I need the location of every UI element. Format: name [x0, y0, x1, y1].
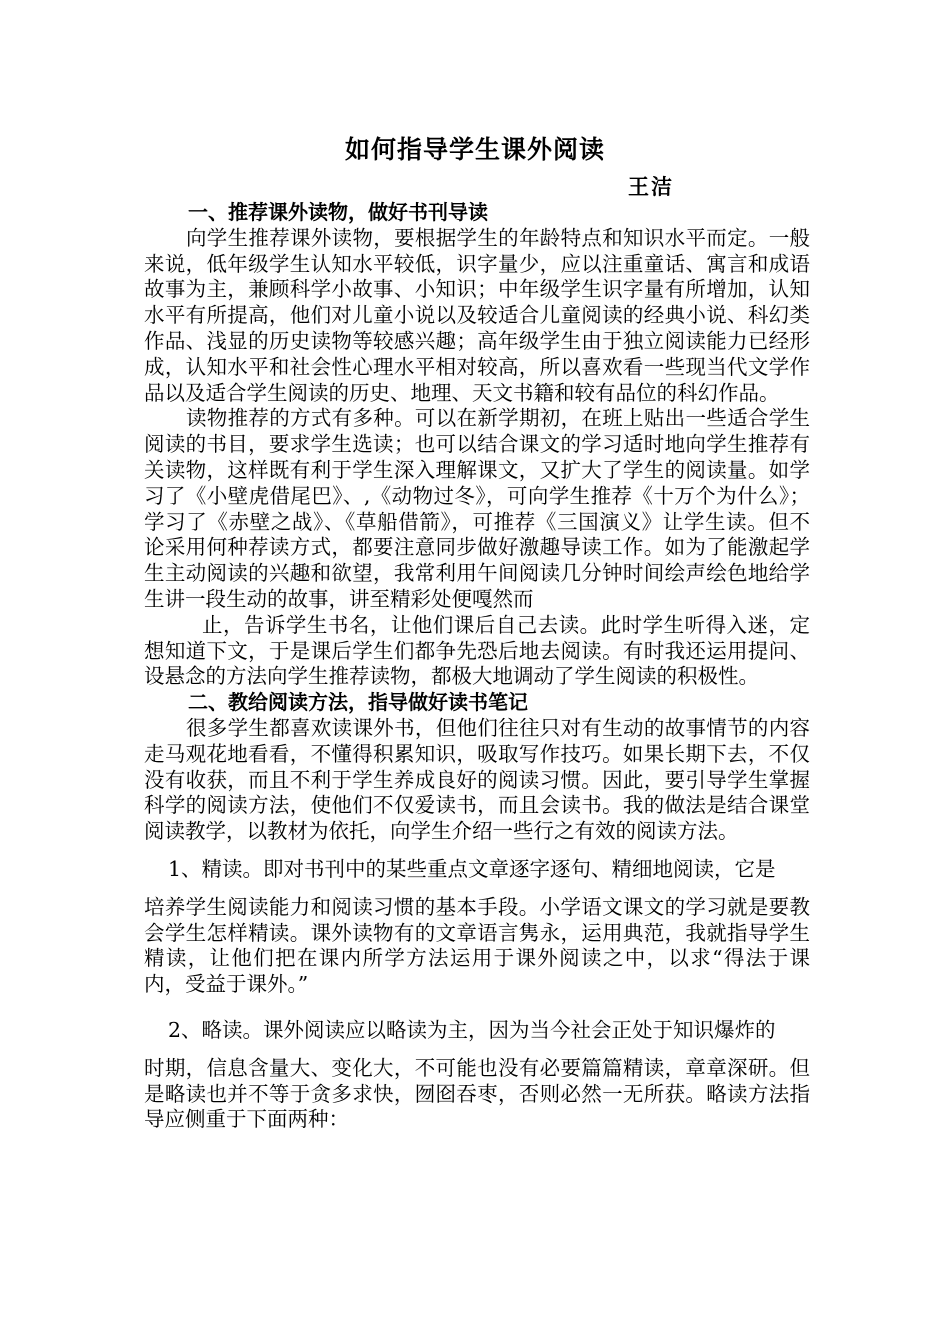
paragraph-1: 向学生推荐课外读物，要根据学生的年龄特点和知识水平而定。一般来说，低年级学生认知水平较低，识字量少，应以注重童话、寓言和成语故事为主，兼顾科学小故事、小知识；中年级学生识字量有所增加，认知水平有所提高，他们对儿童小说以及较适合儿童阅读的经典小说、科幻类作品、浅显的历史读物等较感兴趣；高年级学生由于独立阅读能力已经形成，认知水平和社会性心理水平相对较高，所以喜欢看一些现当代文学作品以及适合学生阅读的历史、地理、天文书籍和较有品位的科幻作品。	[144, 225, 810, 405]
paragraph-2: 读物推荐的方式有多种。可以在新学期初，在班上贴出一些适合学生阅读的书目，要求学生选读；也可以结合课文的学习适时地向学生推荐有关读物，这样既有利于学生深入理解课文，又扩大了学生的阅读量。如学习了《小壁虎借尾巴》、,《动物过冬》，可向学生推荐《十万个为什么》；学习了《赤壁之战》、《草船借箭》，可推荐《三国演义》让学生读。但不论采用何种荐读方式，都要注意同步做好激趣导读工作。如为了能激起学生主动阅读的兴趣和欲望，我常利用午间阅读几分钟时间绘声绘色地给学生讲一段生动的故事，讲至精彩处便嘎然而	[144, 406, 810, 611]
author-name: 王洁	[628, 175, 674, 199]
list-item-skim-reading-first-line: 2、略读。课外阅读应以略读为主，因为当今社会正处于知识爆炸的	[168, 1017, 776, 1042]
paragraph-4: 很多学生都喜欢读课外书，但他们往往只对有生动的故事情节的内容走马观花地看看，不懂得积累知识，吸取写作技巧。如果长期下去，不仅没有收获，而且不利于学生养成良好的阅读习惯。因此，要引导学生掌握科学的阅读方法，使他们不仅爱读书，而且会读书。我的做法是结合课堂阅读教学，以教材为依托，向学生介绍一些行之有效的阅读方法。	[144, 715, 810, 844]
paragraph-3: 止，告诉学生书名，让他们课后自己去读。此时学生听得入迷，定想知道下文，于是课后学生们都争先恐后地去阅读。有时我还运用提问、设悬念的方法向学生推荐读物，都极大地调动了学生阅读的积极性。	[144, 612, 810, 689]
section-heading-2: 二、教给阅读方法，指导做好读书笔记	[188, 690, 528, 715]
list-item-intensive-reading-body: 培养学生阅读能力和阅读习惯的基本手段。小学语文课文的学习就是要教会学生怎样精读。课外读物有的文章语言隽永，运用典范，我就指导学生精读，让他们把在课内所学方法运用于课外阅读之中，以求“得法于课内，受益于课外。”	[144, 894, 810, 997]
list-item-skim-reading-body: 时期，信息含量大、变化大，不可能也没有必要篇篇精读，章章深研。但是略读也并不等于贪多求快，囫囵吞枣，否则必然一无所获。略读方法指导应侧重于下面两种：	[144, 1055, 810, 1132]
document-body	[144, 200, 810, 1133]
list-item-intensive-reading-first-line: 1、精读。即对书刊中的某些重点文章逐字逐句、精细地阅读，它是	[168, 856, 776, 881]
section-heading-1: 一、推荐课外读物，做好书刊导读	[188, 200, 488, 224]
document-title: 如何指导学生课外阅读	[344, 135, 605, 164]
